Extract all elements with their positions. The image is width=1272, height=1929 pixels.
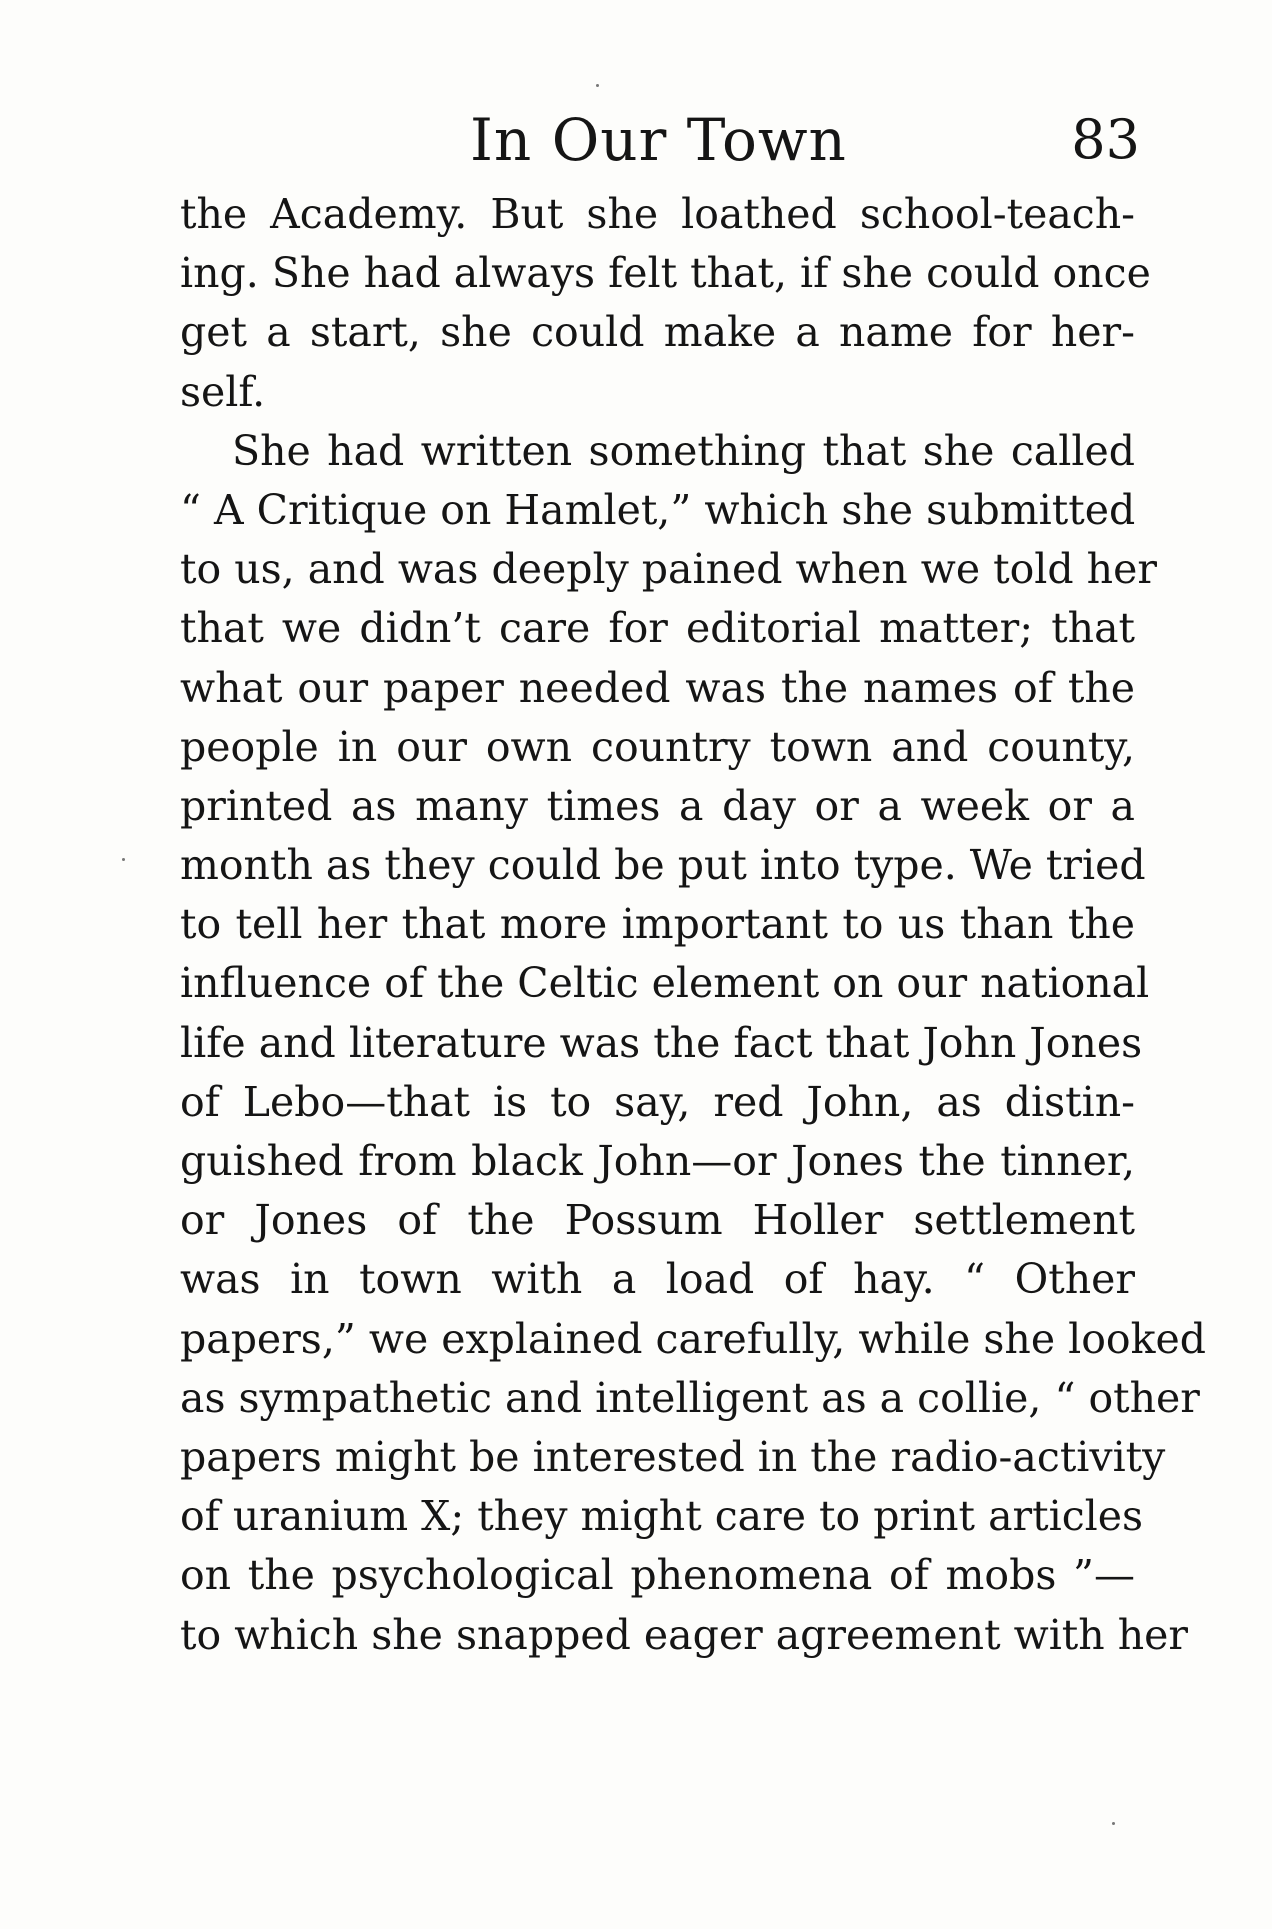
text-line: to tell her that more important to us than the xyxy=(180,900,1135,949)
paragraph-first-line: She had written something that she called xyxy=(232,426,1135,475)
text-line: ing. She had always felt that, if she could once xyxy=(180,249,1151,298)
text-line: the Academy. But she loathed school-teach- xyxy=(180,190,1135,238)
page-number: 83 xyxy=(1071,108,1140,171)
body-text xyxy=(180,185,1206,1665)
text-line: papers,” we explained carefully, while she looked xyxy=(180,1314,1206,1363)
text-line: self. xyxy=(180,367,266,416)
text-line: get a start, she could make a name for her- xyxy=(180,308,1135,357)
paper-speck xyxy=(596,84,599,87)
text-line: on the psychological phenomena of mobs ”— xyxy=(180,1551,1135,1600)
running-header xyxy=(180,100,1140,180)
text-line: that we didn’t care for editorial matter; that xyxy=(180,604,1135,653)
text-line: people in our own country town and county, xyxy=(180,722,1135,771)
text-line: to which she snapped eager agreement with her xyxy=(180,1610,1188,1659)
text-line: “ A Critique on Hamlet,” which she submitted xyxy=(180,485,1136,534)
text-line: papers might be interested in the radio-activity xyxy=(180,1432,1166,1481)
running-title: In Our Town xyxy=(470,106,847,174)
paper-speck xyxy=(122,858,125,861)
text-line: was in town with a load of hay. “ Other xyxy=(180,1255,1135,1304)
text-line: of uranium X; they might care to print articles xyxy=(180,1492,1144,1541)
text-line: what our paper needed was the names of the xyxy=(180,663,1135,712)
text-line: life and literature was the fact that John Jones xyxy=(180,1018,1143,1067)
text-line: as sympathetic and intelligent as a collie, “ other xyxy=(180,1373,1200,1422)
text-line: of Lebo—that is to say, red John, as distin- xyxy=(180,1077,1135,1126)
text-line: or Jones of the Possum Holler settlement xyxy=(180,1196,1135,1245)
text-line: influence of the Celtic element on our national xyxy=(180,959,1150,1008)
text-line: guished from black John—or Jones the tinner, xyxy=(180,1137,1135,1185)
text-line: printed as many times a day or a week or a xyxy=(180,781,1135,830)
text-line: month as they could be put into type. We tried xyxy=(180,841,1146,890)
paper-speck xyxy=(1112,1822,1115,1825)
text-line: to us, and was deeply pained when we told her xyxy=(180,545,1157,594)
